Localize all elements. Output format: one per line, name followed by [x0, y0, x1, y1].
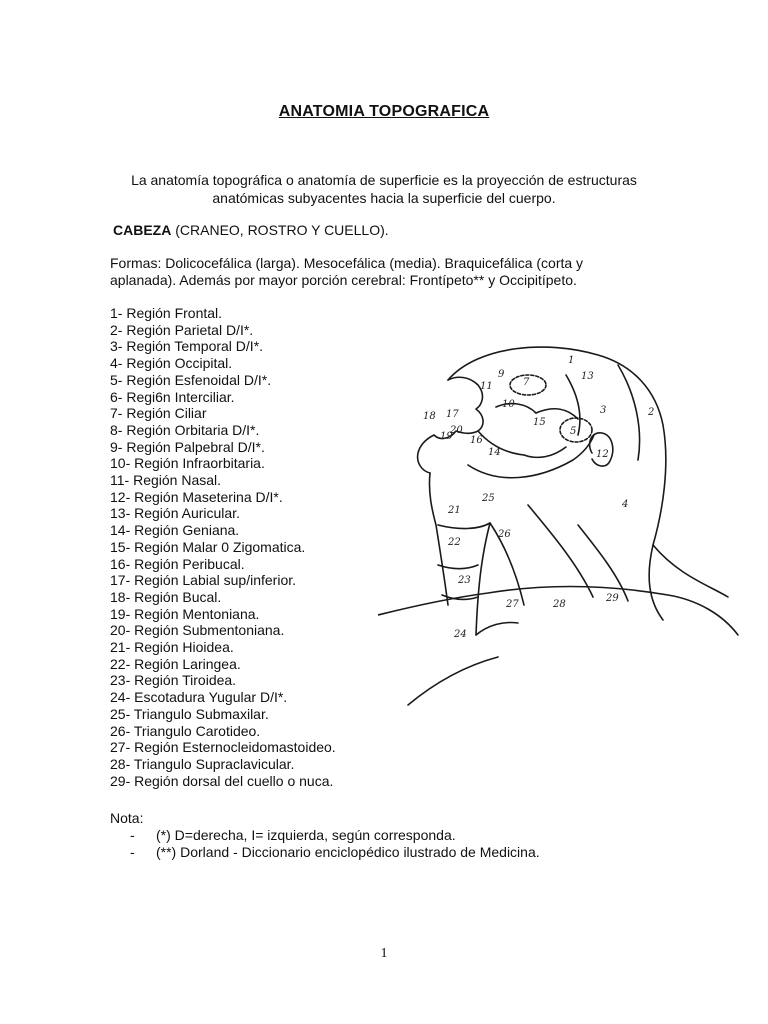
forms-paragraph: Formas: Dolicocefálica (larga). Mesocefálica (media). Braquicefálica (corta y aplanada). Además por mayor porción cerebral: Frontípeto** y Occipitípeto. [110, 255, 584, 288]
regions-list [110, 305, 336, 789]
diagram-label: 20 [450, 425, 463, 436]
diagram-label: 13 [581, 371, 594, 382]
region-item: 9- Región Palpebral D/I*. [110, 438, 265, 455]
bullet-dash: - [130, 827, 135, 843]
diagram-label: 26 [498, 529, 511, 540]
diagram-label: 27 [506, 599, 519, 610]
region-item: 8- Región Orbitaria D/I*. [110, 421, 260, 438]
region-item: 14- Región Geniana. [110, 522, 240, 539]
diagram-label: 19 [440, 431, 453, 442]
diagram-label: 23 [458, 575, 471, 586]
region-item: 21- Región Hioidea. [110, 639, 234, 656]
diagram-label: 10 [502, 399, 515, 410]
region-item: 15- Región Malar 0 Zigomatica. [110, 538, 306, 555]
note-label: Nota: [110, 810, 144, 826]
region-item: 29- Región dorsal del cuello o nuca. [110, 772, 334, 789]
region-item: 18- Región Bucal. [110, 588, 222, 605]
region-item: 22- Región Laringea. [110, 655, 241, 672]
diagram-label: 15 [533, 417, 546, 428]
diagram-label: 22 [448, 537, 461, 548]
region-item: 13- Región Auricular. [110, 505, 240, 522]
region-item: 20- Región Submentoniana. [110, 622, 285, 639]
region-item: 23- Región Tiroidea. [110, 672, 237, 689]
region-item: 24- Escotadura Yugular D/I*. [110, 689, 288, 706]
note-item-text: (*) D=derecha, I= izquierda, según corresponda. [156, 827, 456, 843]
region-item: 4- Región Occipital. [110, 355, 233, 372]
region-item: 12- Región Maseterina D/I*. [110, 488, 283, 505]
region-item: 1- Región Frontal. [110, 305, 223, 321]
diagram-label: 14 [488, 447, 501, 458]
diagram-label: 17 [446, 409, 459, 420]
diagram-label: 1 [568, 355, 575, 366]
region-item: 3- Región Temporal D/I*. [110, 338, 264, 355]
region-item: 7- Región Ciliar [110, 405, 207, 422]
diagram-label: 29 [606, 593, 619, 604]
diagram-label: 25 [482, 493, 495, 504]
section-subheading: (CRANEO, ROSTRO Y CUELLO). [175, 222, 389, 238]
diagram-label: 9 [498, 369, 505, 380]
region-item: 26- Triangulo Carotideo. [110, 722, 261, 739]
note-list [110, 827, 540, 861]
diagram-label: 24 [454, 629, 467, 640]
diagram-label: 11 [480, 381, 493, 392]
region-item: 11- Región Nasal. [110, 472, 222, 489]
document-title: ANATOMIA TOPOGRAFICA [278, 103, 490, 120]
section-heading [113, 222, 389, 238]
intro-paragraph: La anatomía topográfica o anatomía de superficie es la proyección de estructuras anatómicas subyacentes hacia la superficie del cuerpo. [131, 172, 637, 206]
region-item: 6- Regi6n Interciliar. [110, 388, 235, 405]
note-section [110, 810, 540, 861]
diagram-label: 28 [553, 599, 566, 610]
section-heading-bold: CABEZA [113, 222, 172, 238]
bullet-dash: - [130, 844, 135, 860]
diagram-label: 2 [648, 407, 655, 418]
note-item [110, 844, 540, 861]
region-item: 2- Región Parietal D/I*. [110, 321, 254, 338]
head-neck-diagram [378, 335, 740, 715]
diagram-label: 4 [622, 499, 629, 510]
region-item: 27- Región Esternocleidomastoideo. [110, 739, 336, 756]
region-item: 10- Región Infraorbitaria. [110, 455, 265, 472]
diagram-label: 12 [596, 449, 609, 460]
region-item: 17- Región Labial sup/inferior. [110, 572, 297, 589]
region-item: 5- Región Esfenoidal D/I*. [110, 371, 272, 388]
diagram-label: 21 [448, 505, 461, 516]
diagram-label: 5 [570, 426, 577, 437]
note-item [110, 827, 540, 844]
diagram-label: 16 [470, 435, 483, 446]
page-number: 1 [380, 946, 388, 961]
diagram-label: 7 [523, 377, 530, 388]
region-item: 25- Triangulo Submaxilar. [110, 705, 269, 722]
region-item: 28- Triangulo Supraclavicular. [110, 755, 295, 772]
region-item: 19- Región Mentoniana. [110, 605, 260, 622]
region-item: 16- Región Peribucal. [110, 555, 245, 572]
diagram-label: 3 [600, 405, 607, 416]
diagram-label: 18 [423, 411, 436, 422]
head-neck-drawing [378, 335, 740, 715]
note-item-text: (**) Dorland - Diccionario enciclopédico ilustrado de Medicina. [156, 844, 540, 860]
